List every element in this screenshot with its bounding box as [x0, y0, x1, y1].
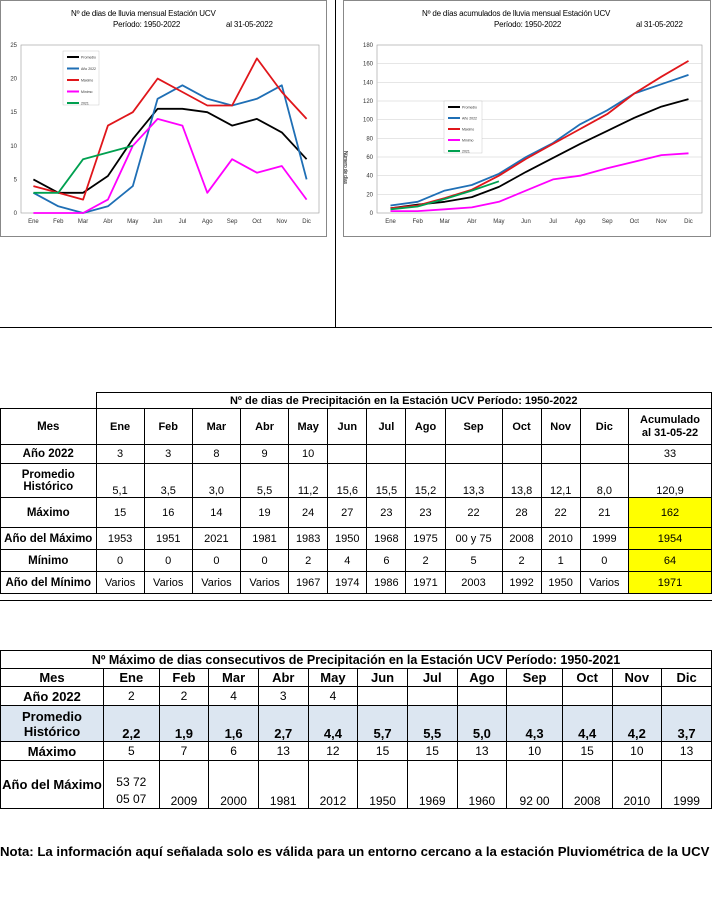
- table-cell: 0: [96, 550, 144, 572]
- legend-label: Máximo: [81, 78, 94, 83]
- frame-divider: [0, 600, 712, 601]
- table-cell: 1986: [367, 572, 406, 594]
- x-tick-label: Ene: [385, 219, 396, 225]
- month-header: Jun: [328, 409, 367, 445]
- table-row: [1, 687, 712, 706]
- month-header: Abr: [258, 669, 308, 687]
- x-tick-label: Nov: [276, 219, 288, 225]
- note-text: Nota: La información aquí señalada solo es válida para un entorno cercano a la estación Pluviométrica de la UCV: [0, 844, 710, 859]
- y-tick-label: 100: [362, 117, 373, 124]
- table-cell: 2,2: [104, 706, 160, 742]
- x-tick-label: May: [127, 219, 139, 225]
- table-cell: 2009: [159, 761, 209, 809]
- month-header: Oct: [562, 669, 612, 687]
- table-cell: 4: [209, 687, 259, 706]
- table-cell: 3: [96, 445, 144, 464]
- legend-label: Máximo: [462, 127, 475, 132]
- month-header: Ene: [104, 669, 160, 687]
- table-cell: 13: [258, 742, 308, 761]
- x-tick-label: Ago: [574, 219, 586, 225]
- chart-accumulated-rain: [343, 0, 711, 237]
- table-cell: [367, 445, 406, 464]
- chart-plot: [1, 1, 326, 236]
- y-tick-label: 10: [10, 143, 17, 150]
- table-cell: 5: [445, 550, 502, 572]
- month-header: Nov: [612, 669, 662, 687]
- x-tick-label: May: [493, 219, 505, 225]
- y-tick-label: 20: [10, 76, 17, 83]
- table-row: [1, 528, 712, 550]
- table-cell: 16: [144, 498, 192, 528]
- table-cell: 2010: [612, 761, 662, 809]
- table-cell: 1981: [240, 528, 288, 550]
- table-row: [1, 550, 712, 572]
- table-cell: 3,7: [662, 706, 712, 742]
- table-cell: 23: [367, 498, 406, 528]
- chart-date: al 31-05-2022: [226, 20, 273, 29]
- table-cell: 8,0: [580, 464, 628, 498]
- table-cell: [562, 687, 612, 706]
- table-cell: 13: [457, 742, 507, 761]
- x-tick-label: Mar: [77, 219, 89, 225]
- table-cell: 15: [96, 498, 144, 528]
- table-cell: 1950: [328, 528, 367, 550]
- table-cell: 1974: [328, 572, 367, 594]
- acumulado-cell: 1954: [629, 528, 712, 550]
- row-label: Año del Mínimo: [1, 572, 97, 594]
- table-cell: [445, 445, 502, 464]
- table-cell: [612, 687, 662, 706]
- plot-area: [377, 45, 702, 213]
- month-header: Dic: [580, 409, 628, 445]
- x-tick-label: Oct: [252, 219, 262, 225]
- month-header: Ago: [406, 409, 445, 445]
- table-cell: 1953: [96, 528, 144, 550]
- table-cell: 8: [192, 445, 240, 464]
- legend-label: 2021: [462, 149, 470, 154]
- table-cell: 6: [367, 550, 406, 572]
- table-cell: 15,2: [406, 464, 445, 498]
- table-cell: 1950: [358, 761, 408, 809]
- frame-divider: [0, 327, 712, 328]
- table-cell: 5,5: [240, 464, 288, 498]
- table-cell: 2: [406, 550, 445, 572]
- table-cell: 5,7: [358, 706, 408, 742]
- y-tick-label: 0: [369, 211, 373, 217]
- month-header: Feb: [144, 409, 192, 445]
- table-row: [1, 742, 712, 761]
- table-cell: 2000: [209, 761, 259, 809]
- table-cell: 10: [289, 445, 328, 464]
- chart-plot: [344, 1, 710, 236]
- legend-label: 2021: [81, 101, 89, 106]
- y-tick-label: 25: [10, 43, 17, 49]
- table-cell: 13: [662, 742, 712, 761]
- table-cell: 21: [580, 498, 628, 528]
- precipitation-days-table: [0, 392, 712, 594]
- table-cell: 1999: [580, 528, 628, 550]
- month-header: Ago: [457, 669, 507, 687]
- month-header: May: [308, 669, 358, 687]
- table-cell: 1992: [502, 572, 541, 594]
- row-label: Promedio Histórico: [1, 706, 104, 742]
- table-cell: [358, 687, 408, 706]
- table-cell: [580, 445, 628, 464]
- table-title: Nº Máximo de dias consecutivos de Precipitación en la Estación UCV Período: 1950-2021: [1, 651, 712, 669]
- table-cell: 23: [406, 498, 445, 528]
- table-cell: 2012: [308, 761, 358, 809]
- chart-title: Nº de días acumulados de lluvia mensual Estación UCV: [422, 9, 611, 18]
- chart-title: Nº de dias de lluvia mensual Estación UCV: [71, 9, 216, 18]
- table-cell: 3,0: [192, 464, 240, 498]
- month-header: Feb: [159, 669, 209, 687]
- table-cell: 2010: [541, 528, 580, 550]
- table-cell: Varios: [144, 572, 192, 594]
- y-tick-label: 160: [362, 61, 373, 68]
- table-title: Nº de dias de Precipitación en la Estación UCV Período: 1950-2022: [96, 393, 712, 409]
- acumulado-cell: 162: [629, 498, 712, 528]
- row-label: Año del Máximo: [1, 528, 97, 550]
- row-label: Promedio Histórico: [1, 464, 97, 498]
- y-tick-label: 80: [366, 136, 373, 143]
- month-header: Ene: [96, 409, 144, 445]
- table-cell: 3,5: [144, 464, 192, 498]
- month-header: Nov: [541, 409, 580, 445]
- table-cell: 1999: [662, 761, 712, 809]
- x-tick-label: Abr: [467, 219, 477, 225]
- table-cell: 1983: [289, 528, 328, 550]
- row-label: Máximo: [1, 742, 104, 761]
- legend-label: Mínimo: [462, 138, 474, 143]
- table-cell: 4: [308, 687, 358, 706]
- table-cell: 2,7: [258, 706, 308, 742]
- y-tick-label: 140: [362, 80, 373, 87]
- chart-ylabel: Número de días: [342, 151, 348, 184]
- month-header: Dic: [662, 669, 712, 687]
- table-cell: 4,4: [562, 706, 612, 742]
- mes-header: Mes: [1, 669, 104, 687]
- month-header: Jun: [358, 669, 408, 687]
- acumulado-cell: 120,9: [629, 464, 712, 498]
- chart-period: Período: 1950-2022: [494, 20, 562, 29]
- table-cell: 15,5: [367, 464, 406, 498]
- table-row: [1, 464, 712, 498]
- table-cell: 1971: [406, 572, 445, 594]
- legend-label: Promedio: [81, 55, 96, 60]
- table-cell: 15,6: [328, 464, 367, 498]
- table-row: [1, 706, 712, 742]
- x-tick-label: Nov: [656, 219, 667, 225]
- x-tick-label: Sep: [601, 219, 613, 225]
- table-cell: 1: [541, 550, 580, 572]
- legend-label: Promedio: [462, 105, 477, 110]
- series-line: [391, 61, 689, 208]
- month-header: Jul: [367, 409, 406, 445]
- table-cell: [502, 445, 541, 464]
- y-tick-label: 40: [366, 173, 373, 180]
- table-cell: 15: [407, 742, 457, 761]
- table-cell: 0: [240, 550, 288, 572]
- table-row: [1, 498, 712, 528]
- table-cell: 4,3: [507, 706, 563, 742]
- legend-label: Mínimo: [81, 90, 93, 94]
- table-cell: Varios: [580, 572, 628, 594]
- table-cell: 1968: [367, 528, 406, 550]
- acumulado-cell: 64: [629, 550, 712, 572]
- month-header: Sep: [507, 669, 563, 687]
- table-cell: 1969: [407, 761, 457, 809]
- table-cell: 12: [308, 742, 358, 761]
- table-cell: 1960: [457, 761, 507, 809]
- table-cell: 22: [541, 498, 580, 528]
- x-tick-label: Ene: [28, 219, 39, 225]
- table-cell: 11,2: [289, 464, 328, 498]
- table-cell: 2021: [192, 528, 240, 550]
- x-tick-label: Dic: [684, 219, 693, 225]
- table-cell: [328, 445, 367, 464]
- table-cell: 2008: [562, 761, 612, 809]
- table-cell: Varios: [192, 572, 240, 594]
- table-cell: 1950: [541, 572, 580, 594]
- y-tick-label: 120: [362, 99, 373, 105]
- legend-label: Año 2022: [462, 116, 477, 121]
- table-cell: 24: [289, 498, 328, 528]
- table-cell: 0: [144, 550, 192, 572]
- month-header: Oct: [502, 409, 541, 445]
- table-cell: 2: [502, 550, 541, 572]
- table-row: [1, 572, 712, 594]
- table-cell: 0: [580, 550, 628, 572]
- row-label: Año 2022: [1, 687, 104, 706]
- series-line: [391, 99, 689, 208]
- y-tick-label: 0: [13, 211, 17, 217]
- month-header: Sep: [445, 409, 502, 445]
- table-cell: [507, 687, 563, 706]
- x-tick-label: Jun: [152, 219, 163, 225]
- y-tick-label: 180: [362, 43, 373, 49]
- table-cell: 5: [104, 742, 160, 761]
- x-tick-label: Jul: [178, 219, 187, 225]
- table-cell: 1,6: [209, 706, 259, 742]
- acumulado-cell: 33: [629, 445, 712, 464]
- table-cell: 92 00: [507, 761, 563, 809]
- table-cell: 3: [258, 687, 308, 706]
- table-cell: 22: [445, 498, 502, 528]
- month-header: Mar: [209, 669, 259, 687]
- table-cell: 1981: [258, 761, 308, 809]
- table-cell: 5,1: [96, 464, 144, 498]
- table-cell: 5,0: [457, 706, 507, 742]
- chart-date: al 31-05-2022: [636, 20, 683, 29]
- table-cell: 7: [159, 742, 209, 761]
- table-cell: [662, 687, 712, 706]
- table-cell: 6: [209, 742, 259, 761]
- chart-period: Período: 1950-2022: [113, 20, 181, 29]
- table-cell: 4,2: [612, 706, 662, 742]
- table-cell: 1,9: [159, 706, 209, 742]
- x-tick-label: Ago: [201, 219, 213, 225]
- table-cell: 14: [192, 498, 240, 528]
- table-cell: [407, 687, 457, 706]
- table-cell: 13,3: [445, 464, 502, 498]
- x-tick-label: Feb: [53, 219, 64, 225]
- table-cell: Varios: [96, 572, 144, 594]
- table-cell: 2003: [445, 572, 502, 594]
- x-tick-label: Mar: [439, 219, 450, 225]
- table-cell: 12,1: [541, 464, 580, 498]
- table-cell: 15: [358, 742, 408, 761]
- row-label: Mínimo: [1, 550, 97, 572]
- mes-header: Mes: [1, 409, 97, 445]
- table-cell: 1975: [406, 528, 445, 550]
- y-tick-label: 15: [10, 110, 17, 117]
- table-cell: Varios: [240, 572, 288, 594]
- table-cell: 15: [562, 742, 612, 761]
- month-header: May: [289, 409, 328, 445]
- y-tick-label: 60: [366, 155, 373, 161]
- y-tick-label: 5: [13, 177, 17, 184]
- table-cell: 1951: [144, 528, 192, 550]
- table-cell: 1967: [289, 572, 328, 594]
- row-label: Año 2022: [1, 445, 97, 464]
- month-header: Abr: [240, 409, 288, 445]
- y-tick-label: 20: [366, 192, 373, 199]
- table-cell: 53 72 05 07: [104, 761, 160, 809]
- row-label: Máximo: [1, 498, 97, 528]
- x-tick-label: Dic: [302, 219, 311, 225]
- table-cell: [457, 687, 507, 706]
- table-row: [1, 761, 712, 809]
- table-cell: 0: [192, 550, 240, 572]
- frame-divider: [335, 0, 336, 328]
- table-cell: 2: [159, 687, 209, 706]
- x-tick-label: Abr: [103, 219, 113, 225]
- month-header: Mar: [192, 409, 240, 445]
- series-line: [33, 119, 306, 213]
- table-cell: 10: [612, 742, 662, 761]
- table-cell: 19: [240, 498, 288, 528]
- table-cell: 4: [328, 550, 367, 572]
- table-cell: 00 y 75: [445, 528, 502, 550]
- acumulado-header: Acumulado al 31-05-22: [629, 409, 712, 445]
- acumulado-cell: 1971: [629, 572, 712, 594]
- series-line: [33, 146, 132, 193]
- x-tick-label: Jul: [549, 219, 557, 225]
- table-cell: 2: [289, 550, 328, 572]
- row-label: Año del Máximo: [1, 761, 104, 809]
- chart-daily-rain: [0, 0, 327, 237]
- table-cell: 10: [507, 742, 563, 761]
- table-cell: 9: [240, 445, 288, 464]
- x-tick-label: Sep: [226, 219, 238, 225]
- table-cell: [406, 445, 445, 464]
- x-tick-label: Oct: [629, 219, 639, 225]
- table-cell: 5,5: [407, 706, 457, 742]
- month-header: Jul: [407, 669, 457, 687]
- table-cell: 27: [328, 498, 367, 528]
- legend-label: Año 2022: [81, 67, 96, 71]
- x-tick-label: Feb: [412, 219, 423, 225]
- consecutive-days-table: [0, 650, 712, 809]
- table-cell: 2008: [502, 528, 541, 550]
- table-cell: [541, 445, 580, 464]
- table-cell: 4,4: [308, 706, 358, 742]
- x-tick-label: Jun: [521, 219, 531, 225]
- table-cell: 2: [104, 687, 160, 706]
- table-cell: 13,8: [502, 464, 541, 498]
- table-cell: 28: [502, 498, 541, 528]
- table-row: [1, 445, 712, 464]
- table-cell: 3: [144, 445, 192, 464]
